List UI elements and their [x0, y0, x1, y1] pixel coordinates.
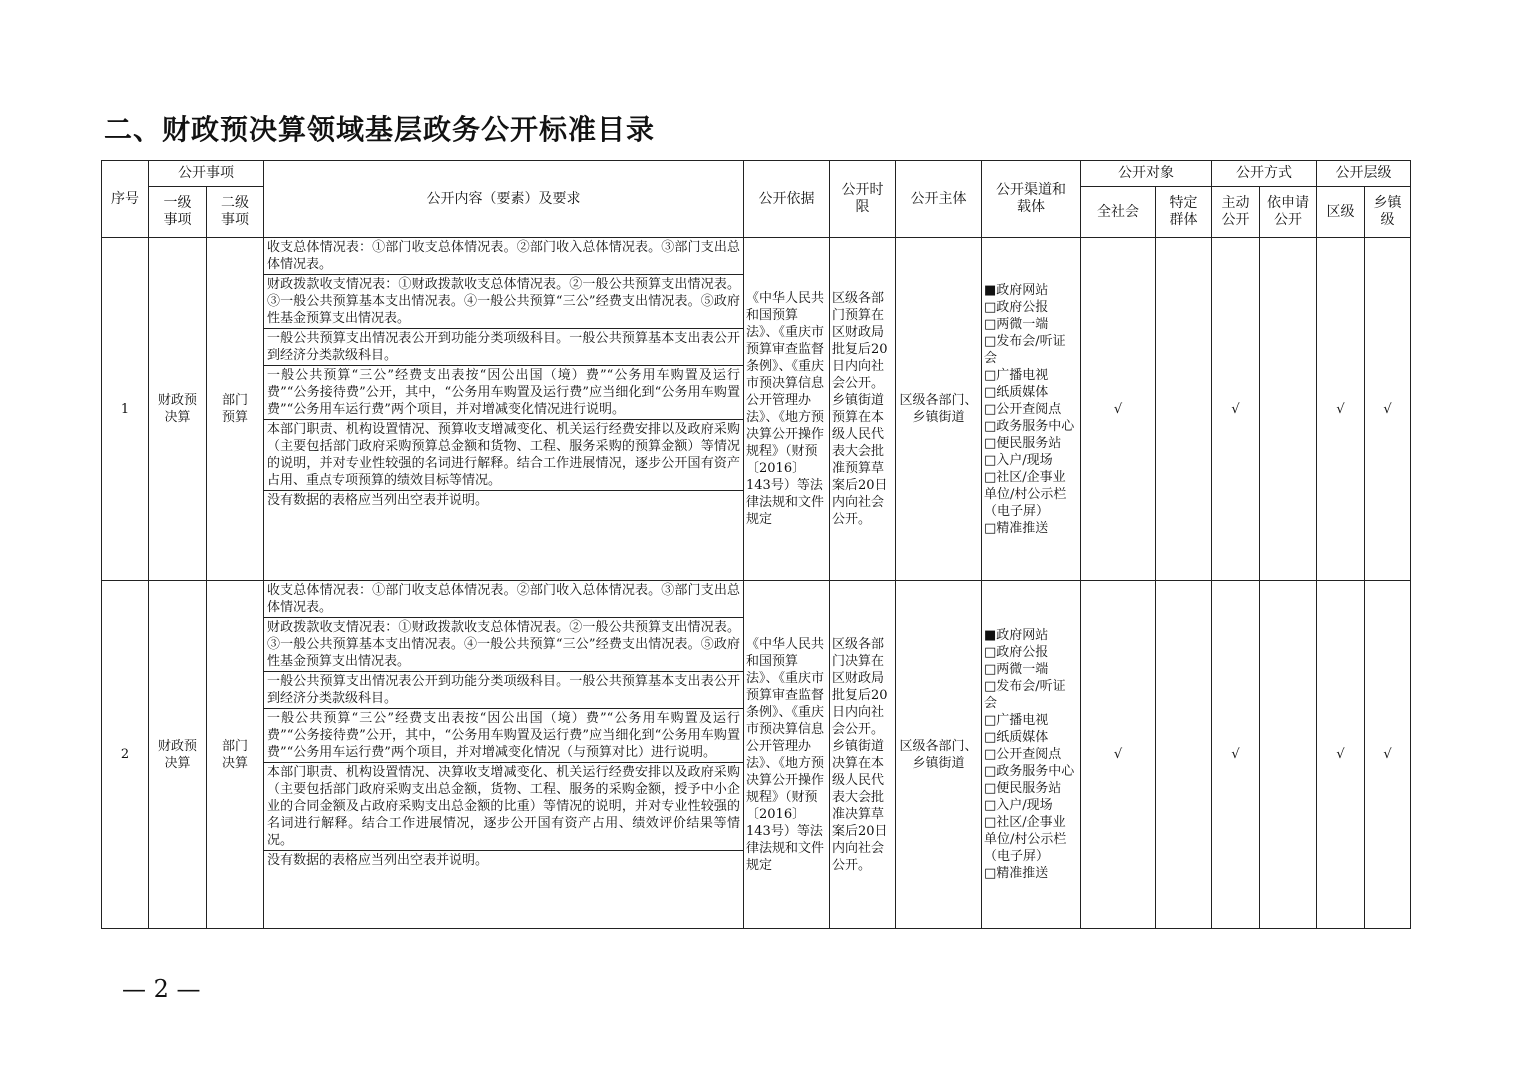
row-level-district: √: [1317, 238, 1365, 581]
channel-item: □两微一端: [984, 316, 1049, 332]
basis-text: 《中华人民共和国预算法》、《重庆市预算审查监督条例》、《重庆市预决算信息公开管理办法》、《地方预决算公开操作规程》（财预〔2016〕143号）等法律法规和文件规定: [746, 291, 825, 527]
channel-item: □两微一端: [984, 662, 1049, 677]
row-audience-specific: [1156, 581, 1212, 929]
row-serial: 1: [102, 238, 149, 581]
content-item: 没有数据的表格应当列出空表并说明。: [267, 493, 489, 508]
header-audience-all: 全社会: [1081, 187, 1156, 238]
row-method-request: [1260, 581, 1317, 929]
header-level-town: 乡镇 级: [1365, 187, 1411, 238]
header-channel: 公开渠道和 载体: [982, 161, 1081, 238]
channel-item: □便民服务站: [984, 435, 1062, 451]
row-deadline: [830, 238, 896, 581]
content-item: 财政拨款收支情况表：①财政拨款收支总体情况表。②一般公共预算支出情况表。③一般公共预算基本支出情况表。④一般公共预算“三公”经费支出情况表。⑤政府性基金预算支出情况表。: [264, 275, 743, 329]
header-level1: 一级 事项: [149, 187, 207, 238]
channel-item: □政府公报: [984, 645, 1049, 660]
channel-item: □社区/企事业单位/村公示栏（电子屏）: [984, 815, 1067, 864]
content-item: 财政拨款收支情况表：①财政拨款收支总体情况表。②一般公共预算支出情况表。③一般公共预算基本支出情况表。④一般公共预算“三公”经费支出情况表。⑤政府性基金预算支出情况表。: [264, 618, 743, 672]
channel-item: □政府公报: [984, 299, 1049, 315]
channel-item: ■政府网站: [984, 282, 1049, 298]
row-level2: 部门 决算: [207, 581, 264, 929]
row-basis: [744, 238, 830, 581]
row-level2: 部门 预算: [207, 238, 264, 581]
row-serial: 2: [102, 581, 149, 929]
row-level1: 财政预 决算: [149, 581, 207, 929]
channel-item: □发布会/听证会: [984, 679, 1066, 711]
row-level-town: √: [1365, 238, 1411, 581]
row-method-active: √: [1212, 238, 1260, 581]
content-item: 本部门职责、机构设置情况、预算收支增减变化、机关运行经费安排以及政府采购（主要包括部门政府采购预算总金额和货物、工程、服务采购的预算金额）等情况的说明，并对专业性较强的名词进行解释。结合工作进展情况，逐步公开国有资产占用、重点专项预算的绩效目标等情况。: [264, 420, 743, 491]
header-level: 公开层级: [1317, 161, 1411, 187]
row-content: [264, 581, 744, 929]
header-method-request: 依申请 公开: [1260, 187, 1317, 238]
table-row: [102, 581, 1411, 929]
channel-item: □精准推送: [984, 520, 1049, 536]
row-deadline: [830, 581, 896, 929]
page-number: — 2 —: [122, 975, 201, 1003]
header-method-active: 主动 公开: [1212, 187, 1260, 238]
channel-item: □广播电视: [984, 367, 1049, 383]
channel-item: □精准推送: [984, 866, 1049, 881]
channel-item: □公开查阅点: [984, 401, 1062, 417]
row-method-request: [1260, 238, 1317, 581]
channel-item: □政务服务中心: [984, 764, 1075, 779]
channel-item: □纸质媒体: [984, 384, 1049, 400]
row-level-town: √: [1365, 581, 1411, 929]
content-item: 一般公共预算“三公”经费支出表按“因公出国（境）费”“公务用车购置及运行费”“公务接待费”公开，其中，“公务用车购置及运行费”应当细化到“公务用车购置费”“公务用车运行费”两个项目，并对增减变化情况（与预算对比）进行说明。: [264, 709, 743, 763]
row-audience-all: √: [1081, 238, 1156, 581]
content-item: 一般公共预算支出情况表公开到功能分类项级科目。一般公共预算基本支出表公开到经济分类款级科目。: [264, 329, 743, 366]
channel-item: □广播电视: [984, 713, 1049, 728]
row-subject: 区级各部门、乡镇街道: [896, 581, 982, 929]
row-subject: 区级各部门、乡镇街道: [896, 238, 982, 581]
basis-text: 《中华人民共和国预算法》、《重庆市预算审查监督条例》、《重庆市预决算信息公开管理办法》、《地方预决算公开操作规程》（财预〔2016〕143号）等法律法规和文件规定: [746, 636, 825, 873]
content-item: 收支总体情况表：①部门收支总体情况表。②部门收入总体情况表。③部门支出总体情况表。: [264, 238, 743, 275]
channel-item: □公开查阅点: [984, 747, 1062, 762]
header-item-group: 公开事项: [149, 161, 264, 187]
channel-item: □发布会/听证会: [984, 333, 1066, 366]
header-content: 公开内容（要素）及要求: [264, 161, 744, 238]
row-audience-all: √: [1081, 581, 1156, 929]
content-item: 没有数据的表格应当列出空表并说明。: [267, 853, 489, 868]
header-level-district: 区级: [1317, 187, 1365, 238]
channel-item: □入户/现场: [984, 798, 1053, 813]
content-item: 一般公共预算“三公”经费支出表按“因公出国（境）费”“公务用车购置及运行费”“公务接待费”公开，其中，“公务用车购置及运行费”应当细化到“公务用车购置费”“公务用车运行费”两个项目，并对增减变化情况进行说明。: [264, 366, 743, 420]
header-level2: 二级 事项: [207, 187, 264, 238]
row-audience-specific: [1156, 238, 1212, 581]
channel-item: □入户/现场: [984, 452, 1053, 468]
header-audience: 公开对象: [1081, 161, 1212, 187]
channel-item: □纸质媒体: [984, 730, 1049, 745]
row-method-active: √: [1212, 581, 1260, 929]
header-audience-specific: 特定 群体: [1156, 187, 1212, 238]
content-item: 收支总体情况表：①部门收支总体情况表。②部门收入总体情况表。③部门支出总体情况表。: [264, 581, 743, 618]
page-title: 二、财政预决算领域基层政务公开标准目录: [104, 113, 656, 146]
table-row: [102, 238, 1411, 581]
content-item: 一般公共预算支出情况表公开到功能分类项级科目。一般公共预算基本支出表公开到经济分类款级科目。: [264, 672, 743, 709]
catalog-table: [101, 160, 1411, 929]
header-deadline: 公开时 限: [830, 161, 896, 238]
row-channel: [982, 238, 1081, 581]
channel-item: ■政府网站: [984, 628, 1049, 643]
row-basis: [744, 581, 830, 929]
header-basis: 公开依据: [744, 161, 830, 238]
content-item: 本部门职责、机构设置情况、决算收支增减变化、机关运行经费安排以及政府采购（主要包括部门政府采购支出总金额，货物、工程、服务的采购金额，授予中小企业的合同金额及占政府采购支出总金额的比重）等情况的说明，并对专业性较强的名词进行解释。结合工作进展情况，逐步公开国有资产占用、绩效评价结果等情况。: [264, 763, 743, 851]
channel-item: □政务服务中心: [984, 418, 1075, 434]
header-serial: 序号: [102, 161, 149, 238]
channel-item: □便民服务站: [984, 781, 1062, 796]
header-method: 公开方式: [1212, 161, 1317, 187]
deadline-text: 区级各部门预算在区财政局批复后20日内向社会公开。乡镇街道预算在本级人民代表大会批准预算草案后20日内向社会公开。: [832, 291, 888, 527]
row-level-district: √: [1317, 581, 1365, 929]
deadline-text: 区级各部门决算在区财政局批复后20日内向社会公开。乡镇街道决算在本级人民代表大会批准决算草案后20日内向社会公开。: [832, 636, 888, 873]
row-channel: [982, 581, 1081, 929]
row-level1: 财政预 决算: [149, 238, 207, 581]
header-subject: 公开主体: [896, 161, 982, 238]
row-content: [264, 238, 744, 581]
channel-item: □社区/企事业单位/村公示栏（电子屏）: [984, 469, 1067, 519]
